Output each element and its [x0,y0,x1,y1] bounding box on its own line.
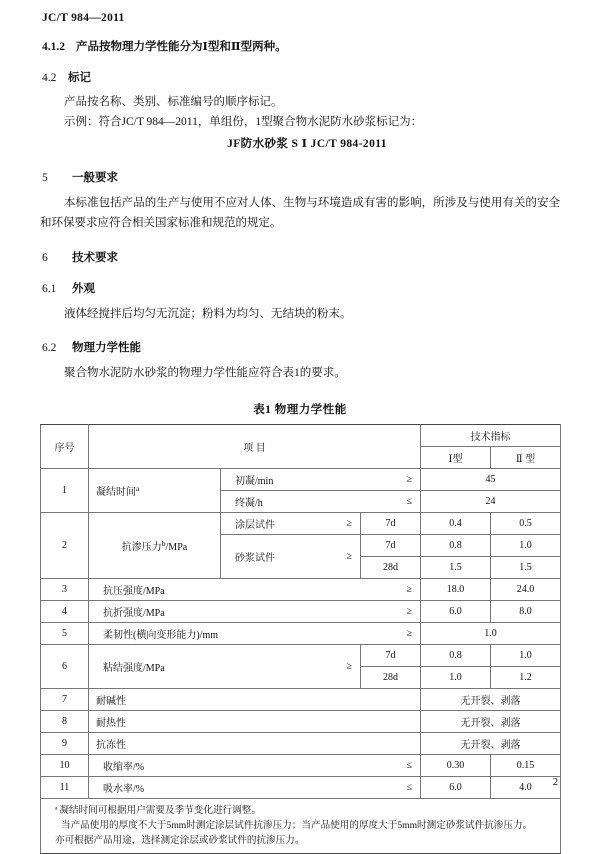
row-4-value-1: 6.0 [421,600,491,622]
row-2-name-text: 抗渗压力 [121,541,162,553]
heading-5-index: 5 [42,172,48,185]
row-11-name [89,776,421,798]
heading-4-2-title: 标记 [68,72,91,84]
row-3-name-text: 抗压强度/MPa [103,585,165,597]
table-footnote-line-1-text: 凝结时间可根据用户需要及季节变化进行调整。 [59,804,261,816]
heading-4-1-2-index: 4.1.2 [42,41,65,53]
row-2-sub-2-label [221,534,361,578]
footnote-mark-a: ᵃ [55,803,58,814]
row-3-name [89,578,421,600]
table-row [41,710,561,732]
row-11-name-text: 吸水率/% [103,783,145,795]
row-6-sub-1-value-1: 0.8 [421,644,491,666]
document-header: JC/T 984—2011 [42,12,125,24]
row-2-sub-3-age: 28d [361,556,421,578]
row-1-sub-1-label [221,468,421,490]
heading-6-1-title: 外观 [72,282,95,295]
row-4-operator: ≥ [406,605,412,617]
heading-6-index: 6 [42,251,48,264]
header-type-1: Ⅰ型 [421,446,491,468]
table-row [41,754,561,776]
row-5-name [89,622,421,644]
row-2-sub-2-operator: ≥ [346,550,352,562]
row-2-sub-1-age: 7d [361,512,421,534]
row-7-name: 耐碱性 [89,688,421,710]
table-row [41,468,561,490]
row-11-seq: 11 [41,776,89,798]
heading-4-1-2 [40,38,560,54]
table-row [41,600,561,622]
heading-4-2 [40,69,560,85]
heading-6-2-index: 6.2 [42,341,57,354]
row-1-sub-2-operator: ≤ [406,495,412,507]
table-footnote-line-1 [49,803,554,819]
row-7-seq: 7 [41,688,89,710]
row-11-value-2: 4.0 [491,776,561,798]
section-6-1-paragraph: 液体经搅拌后均匀无沉淀；粉料为均匀、无结块的粉末。 [64,307,352,320]
row-8-value: 无开裂、剥落 [421,710,561,732]
row-1-sub-2-label [221,490,421,512]
row-6-sub-2-value-2: 1.2 [491,666,561,688]
row-1-footnote-mark: a [136,483,140,493]
header-tech-index: 技术指标 [421,424,561,446]
row-5-operator: ≥ [406,627,412,639]
row-6-name-text: 粘结强度/MPa [103,662,165,674]
row-6-sub-1-value-2: 1.0 [491,644,561,666]
heading-6-2 [40,339,560,355]
heading-6 [40,249,560,265]
row-2-sub-2-label-text: 砂浆试件 [235,552,275,564]
row-6-sub-1-age: 7d [361,644,421,666]
table-row [41,732,561,754]
row-2-sub-2-value-2: 1.0 [491,534,561,556]
marking-example-line: 示例：符合JC/T 984—2011，单组份，1型聚合物水泥防水砂浆标记为： [64,115,423,128]
section-6-2-paragraph: 聚合物水泥防水砂浆的物理力学性能应符合表1的要求。 [64,366,346,379]
row-4-name [89,600,421,622]
table-footnote-row [41,798,561,854]
row-8-name: 耐热性 [89,710,421,732]
row-6-sub-2-age: 28d [361,666,421,688]
row-1-sub-2-label-text: 终凝/h [235,497,263,509]
row-10-name [89,754,421,776]
row-1-sub-1-label-text: 初凝/min [235,475,274,487]
row-9-value: 无开裂、剥落 [421,732,561,754]
row-1-name-text: 凝结时间 [96,486,136,498]
marking-example-code: JF防水砂浆 S Ⅰ JC/T 984-2011 [227,137,387,150]
heading-4-1-2-text: 产品按物理力学性能分为Ⅰ型和Ⅱ型两种。 [76,41,287,53]
physical-mechanical-properties-table [40,424,561,854]
row-2-seq: 2 [41,512,89,578]
table-caption: 表1 物理力学性能 [253,403,347,416]
row-1-sub-1-value: 45 [421,468,561,490]
heading-5 [40,169,560,185]
heading-5-title: 一般要求 [72,172,118,185]
heading-6-2-title: 物理力学性能 [72,341,141,354]
row-5-seq: 5 [41,622,89,644]
row-11-value-1: 6.0 [421,776,491,798]
row-10-value-1: 0.30 [421,754,491,776]
row-6-sub-2-value-1: 1.0 [421,666,491,688]
row-3-value-2: 24.0 [491,578,561,600]
marking-order-line: 产品按名称、类别、标准编号的顺序标记。 [64,96,283,108]
table-row [41,776,561,798]
row-9-name: 抗冻性 [89,732,421,754]
row-9-seq: 9 [41,732,89,754]
header-item: 项 目 [89,424,421,468]
row-2-sub-2-age: 7d [361,534,421,556]
row-11-operator: ≤ [406,781,412,793]
row-6-seq: 6 [41,644,89,688]
section-4-2-body [40,93,560,154]
heading-6-title: 技术要求 [72,251,118,264]
row-2-sub-1-operator: ≥ [346,517,352,529]
row-2-footnote-mark: b [161,538,166,548]
row-6-name [89,644,361,688]
row-1-sub-1-operator: ≥ [406,473,412,485]
row-1-sub-2-value: 24 [421,490,561,512]
row-2-sub-1-label [221,512,361,534]
header-seq: 序号 [41,424,89,468]
section-5-paragraph: 本标准包括产品的生产与使用不应对人体、生物与环境造成有害的影响，所涉及与使用有关的安全和环保要求应符合相关国家标准和规范的规定。 [40,197,560,230]
row-6-operator: ≥ [346,660,352,672]
table-row [41,688,561,710]
row-10-value-2: 0.15 [491,754,561,776]
row-5-value: 1.0 [421,622,561,644]
row-7-value: 无开裂、剥落 [421,688,561,710]
table-footnote-line-3: 亦可根据产品用途，选择测定涂层或砂浆试件的抗渗压力。 [55,834,305,846]
row-10-seq: 10 [41,754,89,776]
row-2-name-unit: /MPa [165,541,188,553]
table-row [41,644,561,666]
heading-6-1-index: 6.1 [42,282,57,295]
row-4-value-2: 8.0 [491,600,561,622]
row-3-value-1: 18.0 [421,578,491,600]
row-2-sub-3-value-2: 1.5 [491,556,561,578]
row-8-seq: 8 [41,710,89,732]
heading-6-1 [40,280,560,296]
row-4-name-text: 抗折强度/MPa [103,607,165,619]
row-2-sub-1-value-1: 0.4 [421,512,491,534]
row-1-name [89,468,221,512]
row-2-sub-1-value-2: 0.5 [491,512,561,534]
heading-4-2-index: 4.2 [42,72,57,84]
row-2-name [89,512,221,578]
table-row [41,622,561,644]
table-header-row-1 [41,424,561,446]
row-10-name-text: 收缩率/% [103,761,145,773]
row-2-sub-1-label-text: 涂层试件 [235,519,275,531]
row-3-seq: 3 [41,578,89,600]
table-footnote-line-2: 当产品使用的厚度不大于5mm时测定涂层试件抗渗压力；当产品使用的厚度大于5mm时测定砂浆试件抗渗压力。 [61,819,533,831]
table-row [41,578,561,600]
row-4-seq: 4 [41,600,89,622]
table-row [41,512,561,534]
row-3-operator: ≥ [406,583,412,595]
row-5-name-text: 柔韧性(横向变形能力)/mm [103,629,218,641]
header-type-2: Ⅱ 型 [491,446,561,468]
row-10-operator: ≤ [406,759,412,771]
page-number: 2 [552,777,558,788]
row-2-sub-3-value-1: 1.5 [421,556,491,578]
table-footnotes [41,798,561,854]
row-2-sub-2-value-1: 0.8 [421,534,491,556]
row-1-seq: 1 [41,468,89,512]
